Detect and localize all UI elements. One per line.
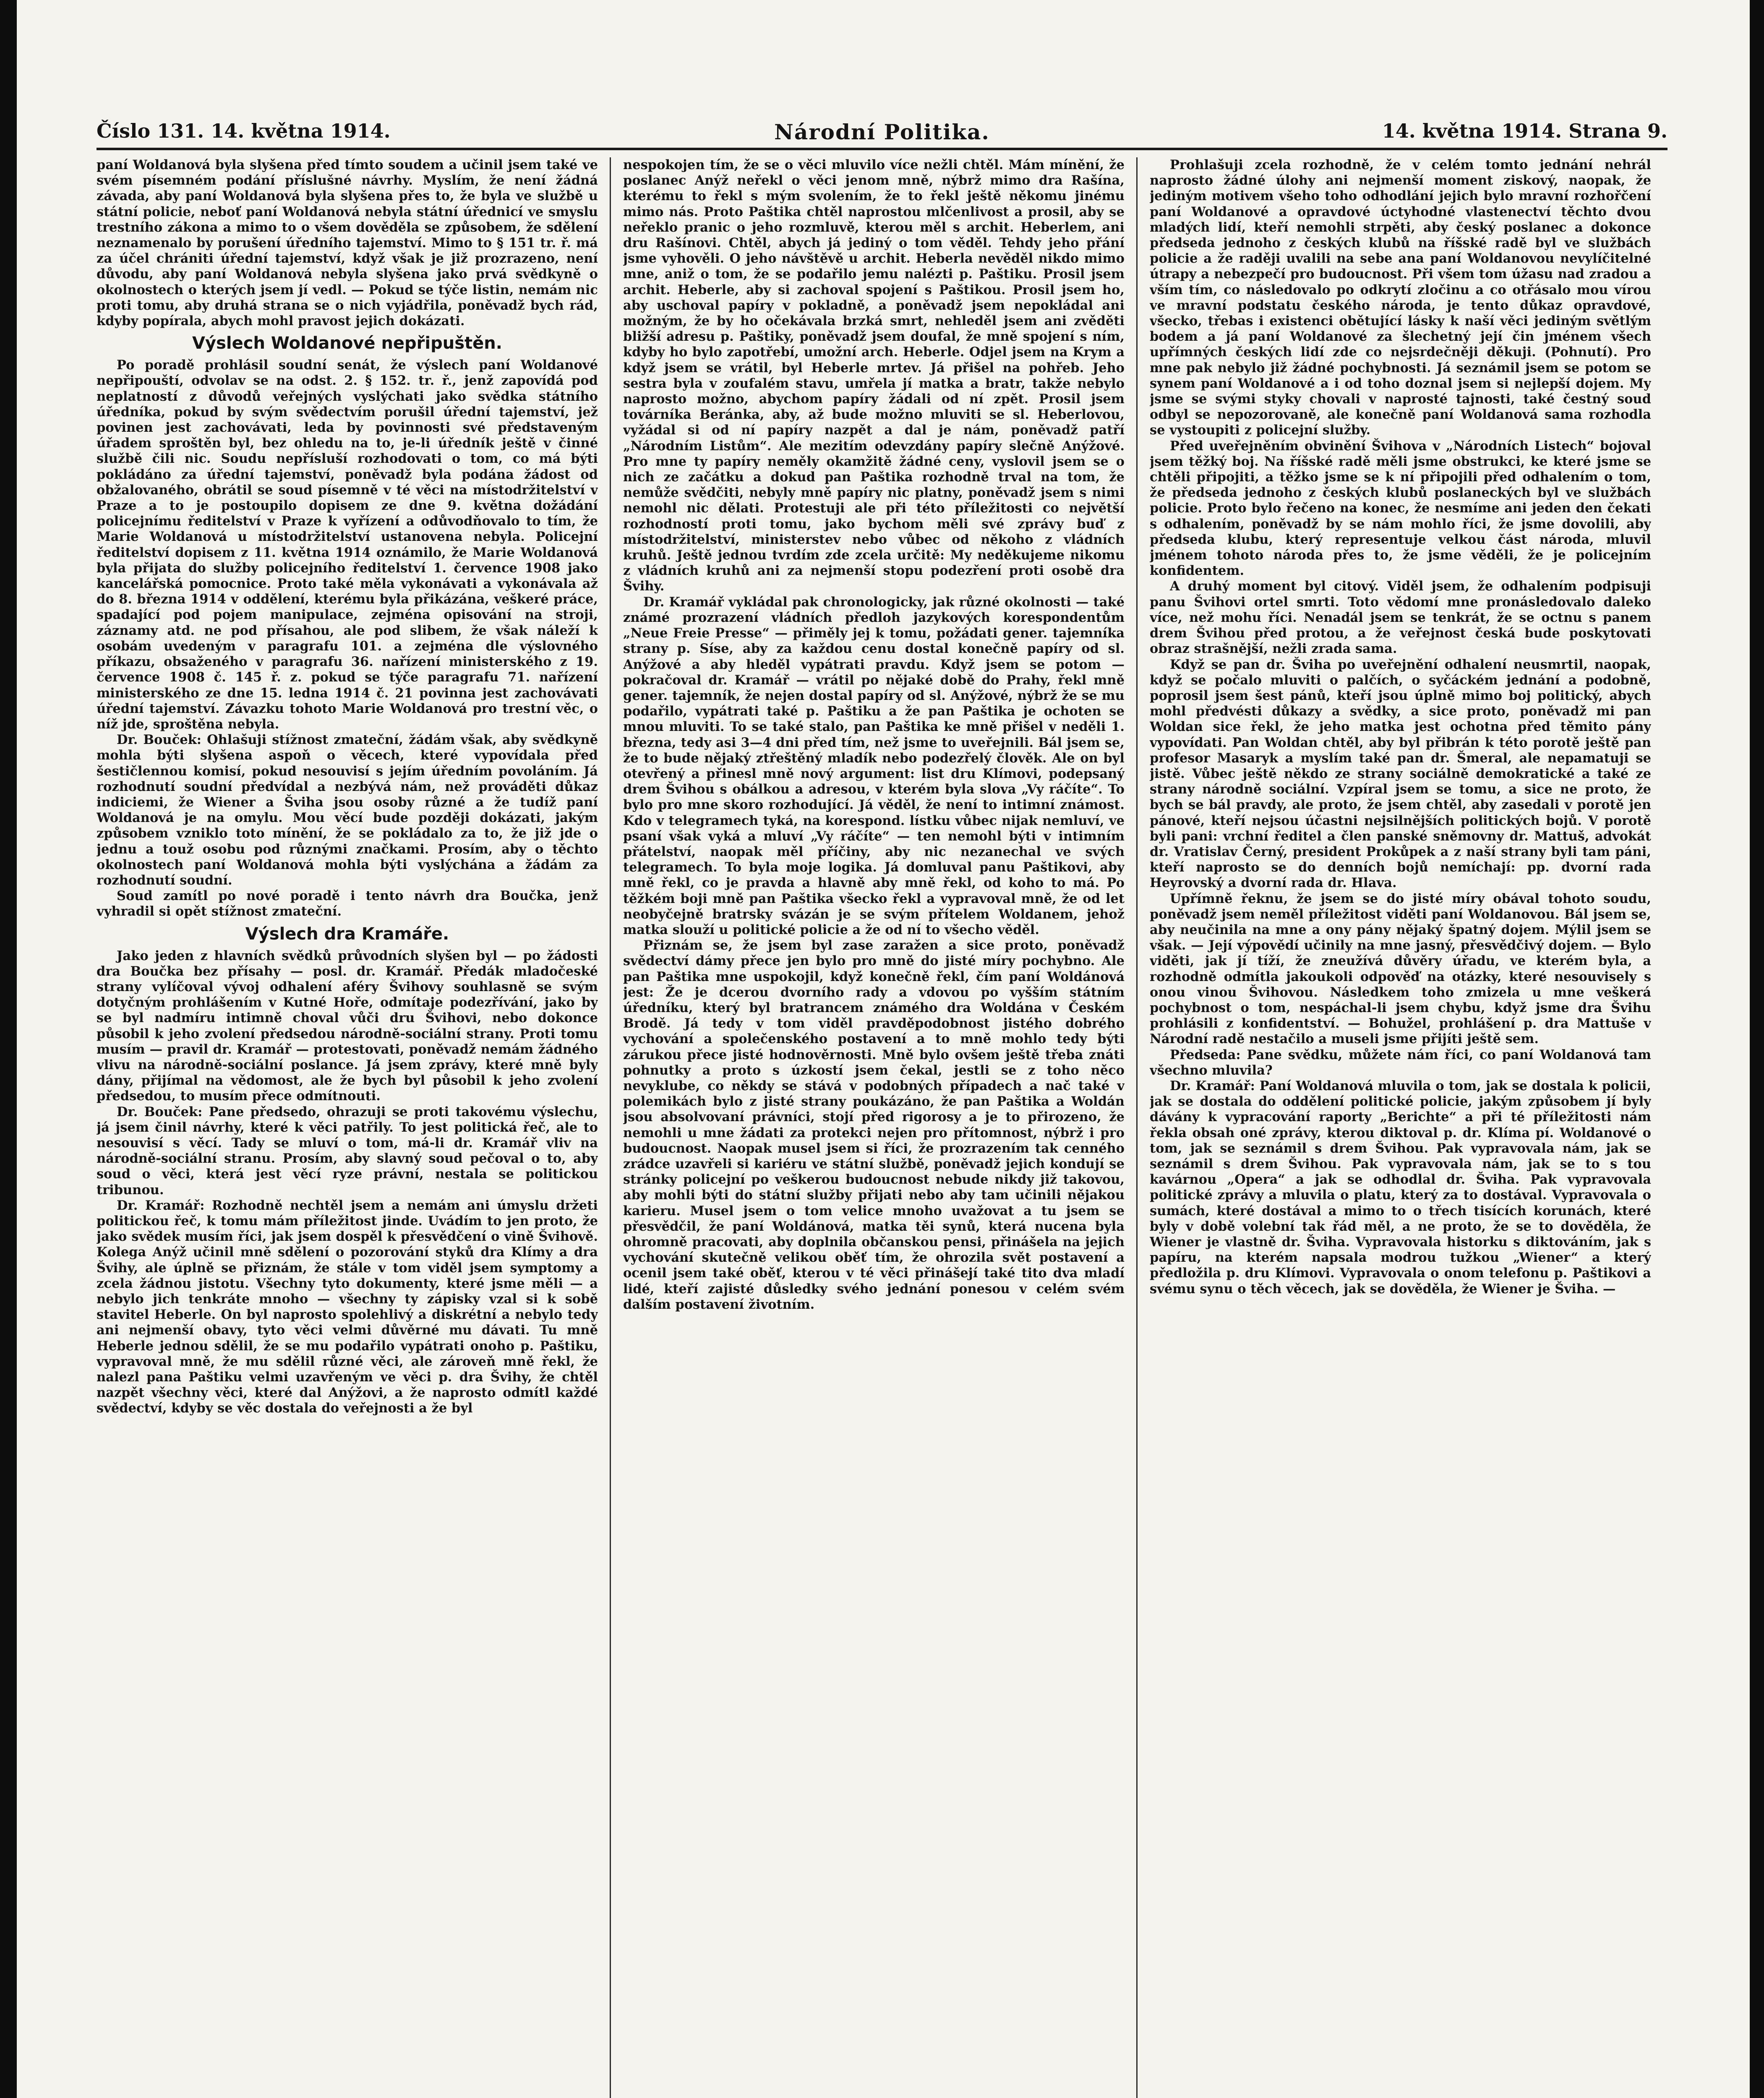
paragraph: Před uveřejněním obvinění Švihova v „Národních Listech“ bojoval jsem těžký boj. Na říšské radě měli jsme obstrukci, ke které jsme se chtěli připojiti, a těžko jsme se k ní připojili před odhalením o tom, že předseda jednoho z českých klubů poslaneckých byl ve službách policie. Proto bylo řečeno na konec, že nesmíme ani jeden den čekati s odhalením, poněvadž by se nám mohlo říci, že jsme dovolili, aby předseda klubu, který representuje velkou část národa, mluvil jménem tohoto národa přes to, že jsme věděli, že je policejním konfidentem. xyxy=(1150,438,1651,579)
header-masthead: Národní Politika. xyxy=(774,120,990,144)
column-1 xyxy=(97,157,598,2098)
paragraph: Po poradě prohlásil soudní senát, že výslech paní Woldanové nepřipouští, odvolav se na odst. 2. § 152. tr. ř., jenž zapovídá pod neplatností z důvodů veřejných vyslýchati jako svědka státního úředníka, pokud by svým svědectvím porušil úřední tajemství, jež povinen jest zachovávati, leda by povinnosti své představeným úřadem sproštěn byl, bez ohledu na to, je-li úředník ještě v činné službě čili nic. Soudu nepřísluší rozhodovati o tom, co má býti pokládáno za úřední tajemství, poněvadž byla podána žádost od obžalovaného, obrátil se soud písemně v té věci na místodržitelství v Praze a to je postoupilo dopisem ze dne 9. května dožádání policejnímu ředitelství v Praze k vyřízení a odůvodňovalo to tím, že Marie Woldanová u místodržitelství ustanovena nebyla. Policejní ředitelství dopisem z 11. května 1914 oznámilo, že Marie Woldanová byla přijata do služby policejního ředitelství 1. července 1908 jako kancelářská pomocnice. Proto také měla vykonávati a vykonávala až do 8. března 1914 v oddělení, kterému byla přikázána, veškeré práce, spadající pod pojem manipulace, zejména opisování na stroji, záznamy atd. ne pod přísahou, ale pod slibem, že však náleží k osobám uvedeným v paragrafu 101. a zejména dle výslovného příkazu, obsaženého v paragrafu 36. nařízení ministerského z 19. července 1908 č. 145 ř. z. pokud se týče paragrafu 71. nařízení ministerského ze dne 15. ledna 1914 č. 21 povinna jest zachovávati úřední tajemství. Závazku tohoto Marie Woldanová pro trestní věc, o níž jde, sproštěna nebyla. xyxy=(97,357,598,732)
column-3 xyxy=(1150,157,1651,2098)
header-rule xyxy=(97,148,1667,150)
scan-left-border xyxy=(0,0,17,2098)
paragraph: Dr. Kramář: Rozhodně nechtěl jsem a nemám ani úmyslu držeti politickou řeč, k tomu mám příležitost jinde. Uvádím to jen proto, že jako svědek musím říci, jak jsem dospěl k přesvědčení o vině Švihově. Kolega Anýž učinil mně sdělení o pozorování styků dra Klímy a dra Švihy, ale úplně se přiznám, že stále v tom viděl jsem symptomy a zcela žádnou jistotu. Všechny tyto dokumenty, které jsme měli — a nebylo jich tenkráte mnoho — všechny ty zápisky vzal si k sobě stavitel Heberle. On byl naprosto spolehlivý a diskrétní a nebylo tedy ani nejmenší obavy, tyto věci velmi důvěrné mu dávati. Tu mně Heberle jednou sdělil, že se mu podařilo vypátrati onoho p. Paštiku, vypravoval mně, že mu sdělil různé věci, ale zároveň mně řekl, že nalezl pana Paštiku velmi uzavřeným ve věci p. dra Švihy, že chtěl nazpět všechny věci, které dal Anýžovi, a že naprosto odmítl každé svědectví, kdyby se věc dostala do veřejnosti a že byl xyxy=(97,1198,598,1416)
paragraph: nespokojen tím, že se o věci mluvilo více nežli chtěl. Mám mínění, že poslanec Anýž neřekl o věci jenom mně, nýbrž mimo dra Rašína, kterému to řekl s mým svolením, že to řekl ještě někomu jinému mimo nás. Proto Paštika chtěl naprostou mlčenlivost a prosil, aby se neřeklo pranic o jeho rozmluvě, kterou měl s archit. Heberlem, ani dru Rašínovi. Chtěl, abych já jediný o tom věděl. Tehdy jeho přání jsme vyhověli. O jeho návštěvě u archit. Heberla nevěděl nikdo mimo mne, aniž o tom, že se podařilo jemu nalézti p. Paštiku. Prosil jsem archit. Heberle, aby si zachoval spojení s Paštikou. Prosil jsem ho, aby uschoval papíry v pokladně, a poněvadž jsem nepokládal ani možným, že by ho očekávala brzká smrt, nehleděl jsem ani zvěděti bližší adresu p. Paštiky, poněvadž jsem doufal, že mně spojení s ním, kdyby ho bylo zapotřebí, umožní arch. Heberle. Odjel jsem na Krym a když jsem se vrátil, byl Heberle mrtev. Já přišel na pohřeb. Jeho sestra byla v zoufalém stavu, umřela jí matka a bratr, takže nebylo naprosto možno, abychom papíry žádali od ní zpět. Prosil jsem továrníka Beránka, aby, až bude možno mluviti se sl. Heberlovou, vyžádal si od ní papíry nazpět a dal je nám, poněvadž patří „Národním Listům“. Ale mezitím odevzdány papíry slečně Anýžové. Pro mne ty papíry neměly okamžitě žádné ceny, vyslovil jsem se o nich ze začátku a dokud pan Paštika rozhodně trval na tom, že nemůže svědčiti, nebyly mně papíry nic platny, poněvadž jsem s nimi nemohl nic dělati. Protestuji ale při této příležitosti co největší rozhodností proti tomu, jako bychom měli své zprávy buď z místodržitelství, ministerstev nebo vůbec od někoho z vládních kruhů. Ještě jednou tvrdím zde zcela určitě: My neděkujeme nikomu z vládních kruhů ani za nejmenší stopu podezření proti osobě dra Švihy. xyxy=(623,157,1125,594)
paragraph: Předseda: Pane svědku, můžete nám říci, co paní Woldanová tam všechno mluvila? xyxy=(1150,1047,1651,1078)
column-rule-1 xyxy=(610,157,611,2098)
column-rule-2 xyxy=(1136,157,1138,2098)
section-heading: Výslech dra Kramáře. xyxy=(245,924,449,944)
paragraph: Dr. Kramář vykládal pak chronologicky, jak různé okolnosti — také známé prozrazení vládních předloh jazykových korespondentům „Neue Freie Presse“ — přiměly jej k tomu, požádati gener. tajemníka strany p. Síse, aby za každou cenu dostal konečně papíry od sl. Anýžové a aby hleděl vypátrati pravdu. Když jsem se potom — pokračoval dr. Kramář — vrátil po nějaké době do Prahy, řekl mně gener. tajemník, že nejen dostal papíry od sl. Anýžové, nýbrž že se mu podařilo, vypátrati také p. Paštiku a že pan Paštika je ochoten se mnou mluviti. To se také stalo, pan Paštika ke mně přišel v neděli 1. března, tedy asi 3—4 dni před tím, než jsme to uveřejnili. Bál jsem se, že to bude nějaký ztřeštěný mladík nebo podezřelý člověk. Ale on byl otevřený a přinesl mně nový argument: list dru Klímovi, podepsaný drem Švihou s obálkou a adresou, v kterém byla slova „Vy ráčíte“. To bylo pro mne skoro rozhodující. Já věděl, že není to intimní známost. Kdo v telegramech tyká, na korespond. lístku vůbec nijak nemluví, ve psaní však vyká a mluví „Vy ráčíte“ — ten nemohl býti v intimním přátelství, naopak měl příčiny, aby nic nezanechal ve svých telegramech. To byla moje logika. Já domluval panu Paštikovi, aby mně řekl, co je pravda a hlavně aby mně řekl, od koho to má. Po těžkém boji mně pan Paštika všecko řekl a vypravoval mně, že od let neobyčejně bratrsky svázán je se svým přítelem Woldanem, jehož matka slouží u politické policie a že od ní to všecho věděl. xyxy=(623,594,1125,937)
paragraph: Jako jeden z hlavních svědků průvodních slyšen byl — po žádosti dra Boučka bez přísahy — posl. dr. Kramář. Předák mladočeské strany vylíčoval vývoj odhalení aféry Švihovy souhlasně se svým dotyčným prohlášením v Kutné Hoře, odmítaje podezřívání, jako by se byl nadmíru intimně choval vůči dru Švihovi, nebo dokonce působil k jeho zvolení předsedou národně-sociální strany. Proti tomu musím — pravil dr. Kramář — protestovati, poněvadž nemám žádného vlivu na národně-sociální poslance. Já jsem zprávy, které mně byly dány, přijímal na vědomost, ale že bych byl působil k jeho zvolení předsedou, to musím přece odmítnouti. xyxy=(97,948,598,1104)
header-issue: Číslo 131. 14. května 1914. xyxy=(97,120,391,142)
paragraph: Upřímně řeknu, že jsem se do jisté míry obával tohoto soudu, poněvadž jsem neměl příležitost viděti paní Woldanovou. Bál jsem se, aby neučinila na mne a ony pány nějaký špatný dojem. Mýlil jsem se však. — Její výpovědí učinily na mne jasný, přesvědčivý dojem. — Bylo viděti, jak jí tíží, že zneužívá důvěry úřadu, ve kterém byla, a rozhodně odmítla jakoukoli odpověď na otázky, které nesouvisely s onou vinou Švihovou. Následkem toho zmizela u mne veškerá pochybnost o tom, nespáchal-li jsem chybu, když jsme dra Švihu prohlásili z konfidentství. — Bohužel, prohlášení p. dra Mattuše v Národní radě nestačilo a museli jsme přijíti ještě sem. xyxy=(1150,891,1651,1047)
paragraph: Když se pan dr. Šviha po uveřejnění odhalení neusmrtil, naopak, když se počalo mluviti o palčích, o syčáckém jednání a podobně, poprosil jsem šest pánů, kteří jsou úplně mimo boj politický, abych mohl předvésti důkazy a svědky, a sice proto, poněvadž mi pan Woldan sice řekl, že jeho matka jest ochotna před těmito pány vypovídati. Pan Woldan chtěl, aby byl přibrán k této porotě ještě pan profesor Masaryk a myslím také pan dr. Šmeral, ale nepamatuji se jistě. Vůbec ještě někdo ze strany sociálně demokratické a také ze strany národně sociální. Vzpíral jsem se tomu, a sice ne proto, že bych se bál pravdy, ale proto, že jsem chtěl, aby zasedali v porotě jen pánové, kteří nejsou účastni nejsilnějších politických bojů. V porotě byli pani: vrchní ředitel a člen panské sněmovny dr. Mattuš, advokát dr. Vratislav Černý, president Prokůpek a z naší strany byli tam páni, kteří naprosto se do denních bojů nemíchají: pp. dvorní rada Heyrovský a dvorní rada dr. Hlava. xyxy=(1150,657,1651,891)
paragraph: Prohlašuji zcela rozhodně, že v celém tomto jednání nehrál naprosto žádné úlohy ani nejmenší moment ziskový, naopak, že jediným motivem všeho toho odhodlání jejich bylo mravní rozhořčení paní Woldanové a opravdové úctyhodné vlastenectví těchto dvou mladých lidí, kteří nemohli strpěti, aby český poslanec a dokonce předseda jednoho z českých klubů na říšské radě byl ve službách policie a že raději uvalili na sebe ana paní Woldanovou nevylíčitelné útrapy a nebezpečí pro budoucnost. Při všem tom úžasu nad zradou a vším tím, co následovalo po odkrytí zločinu a co otřásalo mou vírou ve mravní podstatu českého národa, je tento důkaz opravdové, všecko, třebas i existenci obětující lásky k naší věci jediným světlým bodem a já paní Woldanové za šlechetný její čin jménem všech upřímných českých lidí zde co nejsrdečněji děkuji. (Pohnutí). Pro mne pak nebylo již žádné pochybnosti. Já seznámil jsem se potom se synem paní Woldanové a i od toho doznal jsem si nejlepší dojem. My jsme se svými styky chovali v naprosté tajnosti, také čestný soud odbyl se nepozorovaně, ale konečně paní Woldanová sama rozhodla se vystoupiti z policejní služby. xyxy=(1150,157,1651,438)
scan-right-border xyxy=(1750,0,1764,2098)
paragraph: Dr. Kramář: Paní Woldanová mluvila o tom, jak se dostala k policii, jak se dostala do oddělení politické policie, jakým způsobem jí byly dávány k vypracování raporty „Berichte“ a při té příležitosti nám řekla obsah oné zprávy, kterou diktoval p. dr. Klíma pí. Woldanové o tom, jak se seznámil s drem Švihou. Pak vypravovala nám, jak se seznámil s drem Švihou. Pak vypravovala nám, jak se to s tou kavárnou „Opera“ a jak se odhodlal dr. Šviha. Pak vypravovala politické zprávy a mluvila o platu, který za to dostával. Vypravovala o sumách, které dostával a mimo to o třech tisících korunách, které byly v době volební tak řád měl, a ne proto, že se to dověděla, že Wiener je vlastně dr. Šviha. Vypravovala historku s diktováním, jak s papíru, na kterém napsala modrou tužkou „Wiener“ a který předložila p. dru Klímovi. Vypravovala o onom telefonu p. Paštikovi a svému synu o těch věcech, jak se dověděla, že Wiener je Šviha. — xyxy=(1150,1078,1651,1297)
section-heading: Výslech Woldanové nepřipuštěn. xyxy=(192,334,502,353)
paragraph: Přiznám se, že jsem byl zase zaražen a sice proto, poněvadž svědectví dámy přece jen bylo pro mně do jisté míry pochybno. Ale pan Paštika mne uspokojil, když konečně řekl, čím paní Woldánová jest: Že je dcerou dvorního rady a vdovou po vyšším státním úředníku, který byl bratrancem známého dra Woldána v Českém Brodě. Já tedy v tom viděl pravděpodobnost jistého dobrého vychování a společenského postavení a to mně mohlo tedy býti zárukou přece jisté hodnověrnosti. Mně bylo ovšem ještě třeba znáti pohnutky a proto s úzkostí jsem čekal, jestli se z toho něco nevyklube, co někdy se stává v podobných případech a nač také v polemikách bylo z jisté strany poukázáno, že pan Paštika a Woldán jsou absolvovaní právníci, stojí před rigorosy a je to přirozeno, že nemohli u mne žádati za protekci nejen pro přítomnost, nýbrž i pro budoucnost. Naopak musel jsem si říci, že prozrazením tak cenného zrádce uzavřeli si kariéru ve státní službě, poněvadž jejich kondují se stránky policejní po veškerou budoucnost nebude nikdy již takovou, aby mohli býti do státní služby přijati nebo aby tam učinili nějakou karieru. Musel jsem o tom velice mnoho uvažovat a tu jsem se přesvědčil, že paní Woldánová, matka těi synů, která nucena byla ohromně pracovati, aby doplnila občanskou pensi, přinášela na jejich vychování skutečně velikou oběť tím, že ohrozila svět postavení a ocenil jsem také oběť, kterou v té věci přinášejí také tito dva mladí lidé, kteří zajisté důsledky svého jednání ponesou v celém svém dalším postavení životním. xyxy=(623,938,1125,1312)
paragraph: Dr. Bouček: Pane předsedo, ohrazuji se proti takovému výslechu, já jsem činil návrhy, které k věci patřily. To jest politická řeč, ale to nesouvisí s věcí. Tady se mluví o tom, má-li dr. Kramář vliv na národně-sociální stranu. Prosím, aby slavný soud pečoval o to, aby soud o věci, která jest věcí ryze právní, nestala se politickou tribunou. xyxy=(97,1104,598,1198)
paragraph: Soud zamítl po nové poradě i tento návrh dra Boučka, jenž vyhradil si opět stížnost zmateční. xyxy=(97,888,598,919)
page-header xyxy=(97,120,1667,149)
column-2 xyxy=(623,157,1125,2098)
paragraph: paní Woldanová byla slyšena před tímto soudem a učinil jsem také ve svém písemném podání příslušné návrhy. Myslím, že není žádná závada, aby paní Woldanová byla slyšena přes to, že byla ve službě u státní policie, neboť paní Woldanová nebyla státní úřednicí ve smyslu trestního zákona a mimo to o všem dověděla se způsobem, že sdělení neznamenalo by porušení úředního tajemství. Mimo to § 151 tr. ř. má za účel chrániti úřední tajemství, když však je již prozrazeno, není důvodu, aby paní Woldanová nebyla slyšena jako prvá svědkyně o okolnostech o kterých jsem jí vedl. — Pokud se týče listin, nemám nic proti tomu, aby druhá strana se o nich vyjádřila, poněvadž bych rád, kdyby popírala, abych mohl pravost jejich dokázati. xyxy=(97,157,598,329)
paragraph: A druhý moment byl citový. Viděl jsem, že odhalením podpisuji panu Švihovi ortel smrti. Toto vědomí mne pronásledovalo daleko více, než mohu říci. Nenadál jsem se tenkrát, že se octnu s panem drem Švihou před protou, a že veřejnost česká bude poskytovati obraz strašnější, nežli zrada sama. xyxy=(1150,579,1651,657)
paragraph: Dr. Bouček: Ohlašuji stížnost zmateční, žádám však, aby svědkyně mohla býti slyšena aspoň o věcech, které vypovídala před šestičlennou komisí, pokud nesouvisí s jejím úředním povoláním. Já rozhodnutí soudní předvídal a nezbývá nám, než prováděti důkaz indiciemi, že Wiener a Šviha jsou osoby různé a že tudíž paní Woldanová je na omylu. Mou věcí bude později dokázati, jakým způsobem vzniklo toto mínění, že se pokládalo za to, že již jde o jednu a touž osobu pod různými značkami. Prosím, aby o těchto okolnostech paní Woldanová mohla býti vyslýchána a žádám za rozhodnutí soudní. xyxy=(97,732,598,888)
header-date-page: 14. května 1914. Strana 9. xyxy=(1382,120,1667,142)
